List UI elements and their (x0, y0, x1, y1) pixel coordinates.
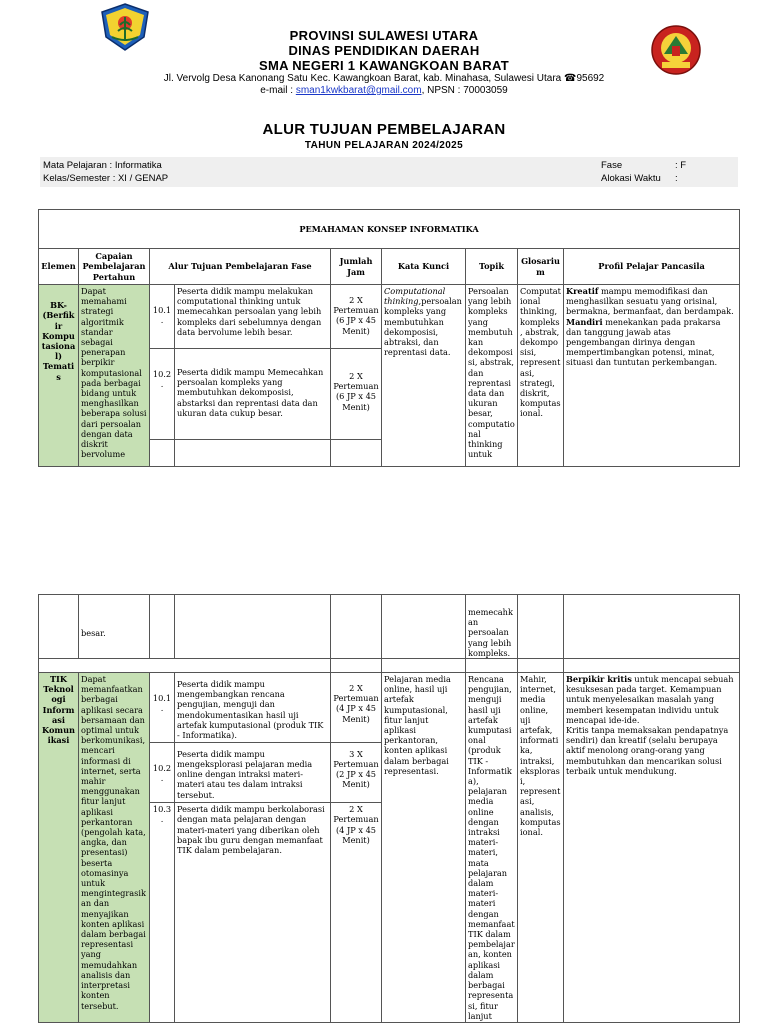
tp-number: 10.2. (150, 349, 175, 440)
tp-number: 10.3. (150, 803, 175, 1023)
npsn: , NPSN : 70003059 (421, 85, 508, 96)
jam-cell: 2 X Pertemuan (6 JP x 45 Menit) (331, 349, 382, 440)
empty-cell (564, 595, 740, 659)
letterhead-contact (0, 85, 768, 97)
jam-cell: 3 X Pertemuan (2 JP x 45 Menit) (331, 742, 382, 802)
header-jam: Jumlah Jam (331, 249, 382, 285)
header-profil: Profil Pelajar Pancasila (564, 249, 740, 285)
empty-cell (175, 595, 331, 659)
atp-table-part2 (38, 594, 740, 1023)
tp-number: 10.1. (150, 285, 175, 349)
phase-field: Fase : F (601, 160, 687, 171)
email-label: e-mail : (260, 85, 296, 96)
empty-cell (518, 659, 564, 673)
glosarium-tik: Mahir, internet, media online, uji artefak, informatika, intraksi, eksplorasi, represent asi, analisis, komputasional. (518, 673, 564, 1023)
tp-text: Peserta didik mampu Memecahkan persoalan kompleks yang membutuhkan dekomposisi, abstarksi dan reprentasi data dan ukuran data cukup besar. (175, 349, 331, 440)
empty-cell (175, 440, 331, 467)
header-atp: Alur Tujuan Pembelajaran Fase (150, 249, 331, 285)
tp-text: Peserta didik mampu mengembangkan rencana pengujian, menguji dan mendokumentasikan hasil uji artefak kumputasional (produk TIK - Informatika). (175, 673, 331, 743)
time-allocation-field: Alokasi Waktu : (601, 173, 678, 184)
jam-cell: 2 X Pertemuan (4 JP x 45 Menit) (331, 673, 382, 743)
header-glosarium: Glosarium (518, 249, 564, 285)
empty-cell (564, 659, 740, 673)
empty-cell (331, 440, 382, 467)
kata-kunci-tik: Pelajaran media online, hasil uji artefak kumputasional, fitur lanjut aplikasi perkantoran, konten aplikasi dalam berbagai representasi. (382, 673, 466, 1023)
section-title: PEMAHAMAN KONSEP INFORMATIKA (39, 210, 740, 249)
empty-cell (382, 659, 466, 673)
topik-bk-continued: memecahkan persoalan yang lebih kompleks. (466, 595, 518, 659)
profil-bk: Kreatif mampu memodifikasi dan menghasilkan sesuatu yang orisinal, bermakna, bermanfaat, dan berdampak. Mandiri menekankan pada prakarsa dan tanggung jawab atas pengembangan dirinya dengan mempertimbangkan potensi, minat, situasi dan tuntutan perkembangan. (564, 285, 740, 467)
empty-cell (466, 659, 518, 673)
document-title: ALUR TUJUAN PEMBELAJARAN (262, 121, 506, 138)
glosarium-bk: Computational thinking, kompleks, abstrak, dekomposisi, representasi, strategi, diskrit, komputasional. (518, 285, 564, 467)
header-topik: Topik (466, 249, 518, 285)
kata-kunci-bk: Computational thinking,persoalan kompleks yang membutuhkan dekomposisi, abtraksi, dan reprentasi data. (382, 285, 466, 467)
spacer-cell (39, 659, 331, 673)
letterhead-school: SMA NEGERI 1 KAWANGKOAN BARAT (259, 58, 509, 73)
document-subtitle: TAHUN PELAJARAN 2024/2025 (304, 140, 464, 151)
topik-tik: Rencana pengujian, menguji hasil uji artefak kumputasional (produk TIK - Informatika), pelajaran media online dengan intraksi materi-materi, mata pelajaran dalam materi-materi dengan memanfaat TIK dalam pembelajaran, konten aplikasi dalam berbagai representasi, fitur lanjut (466, 673, 518, 1023)
tp-text: Peserta didik mampu melakukan computational thinking untuk memecahkan persoalan yang lebih kompleks dari sebelumnya dengan data bervolume lebih besar. (175, 285, 331, 349)
header-kata-kunci: Kata Kunci (382, 249, 466, 285)
profil-tik: Berpikir kritis untuk mencapai sebuah kesuksesan pada target. Kemampuan untuk menyelesaikan masalah yang memberi kesempatan individu untuk mencapai ide-ide. Kritis tanpa memaksakan pendapatnya sendiri) dan kreatif (selalu berupaya aktif menolong orang-orang yang membutuhkan dan mencarikan solusi terbaik untuk mendukung. (564, 673, 740, 1023)
info-bar (40, 157, 738, 187)
tp-text: Peserta didik mampu mengeksplorasi pelajaran media online dengan intraksi materi-materi atau tes dalam intraksi tersebut. (175, 742, 331, 802)
empty-cell (331, 595, 382, 659)
letterhead-agency: DINAS PENDIDIKAN DAERAH (288, 43, 480, 58)
letterhead-address: Jl. Vervolg Desa Kanonang Satu Kec. Kawangkoan Barat, kab. Minahasa, Sulawesi Utara ☎95692 (163, 73, 605, 84)
empty-cell (331, 659, 382, 673)
empty-cell (382, 595, 466, 659)
letterhead-province: PROVINSI SULAWESI UTARA (289, 28, 479, 43)
subject-field: Mata Pelajaran : Informatika (43, 160, 162, 171)
empty-cell (518, 595, 564, 659)
empty-cell (150, 595, 175, 659)
atp-table-part1 (38, 209, 740, 467)
jam-cell: 2 X Pertemuan (4 JP x 45 Menit) (331, 803, 382, 1023)
elemen-tik: TIK Teknologi Informasi Komunikasi (39, 673, 79, 1023)
email-link[interactable]: sman1kwkbarat@gmail.com (295, 85, 422, 96)
class-semester-field: Kelas/Semester : XI / GENAP (43, 173, 169, 184)
tp-number: 10.2. (150, 742, 175, 802)
tp-number: 10.1. (150, 673, 175, 743)
empty-cell (39, 595, 79, 659)
cp-bk-continued: besar. (79, 595, 150, 659)
elemen-bk: BK- (Berfikir Komputasional) Tematis (39, 285, 79, 467)
tp-text: Peserta didik mampu berkolaborasi dengan mata pelajaran dengan materi-materi yang diberikan oleh bapak ibu guru dengan memanfaat TIK dalam pembelajaran. (175, 803, 331, 1023)
letterhead (0, 28, 768, 97)
header-elemen: Elemen (39, 249, 79, 285)
header-cp: Capaian Pembelajaran Pertahun (79, 249, 150, 285)
empty-cell (150, 440, 175, 467)
jam-cell: 2 X Pertemuan (6 JP x 45 Menit) (331, 285, 382, 349)
topik-bk: Persoalan yang lebih kompleks yang membutuhkan dekomposisi, abstrak, dan reprentasi data dan ukuran besar, computational thinking untuk (466, 285, 518, 467)
cp-bk: Dapat memahami strategi algoritmik standar sebagai penerapan berpikir komputasional pada berbagai bidang untuk menghasilkan beberapa solusi dari persoalan dengan data diskrit bervolume (79, 285, 150, 467)
cp-tik: Dapat memanfaatkan berbagai aplikasi secara bersamaan dan optimal untuk berkomunikasi, mencari informasi di internet, serta mahir menggunakan fitur lanjut aplikasi perkantoran (pengolah kata, angka, dan presentasi) beserta otomasinya untuk mengintegrasikan dan menyajikan konten aplikasi dalam berbagai representasi yang memudahkan analisis dan interpretasi konten tersebut. (79, 673, 150, 1023)
